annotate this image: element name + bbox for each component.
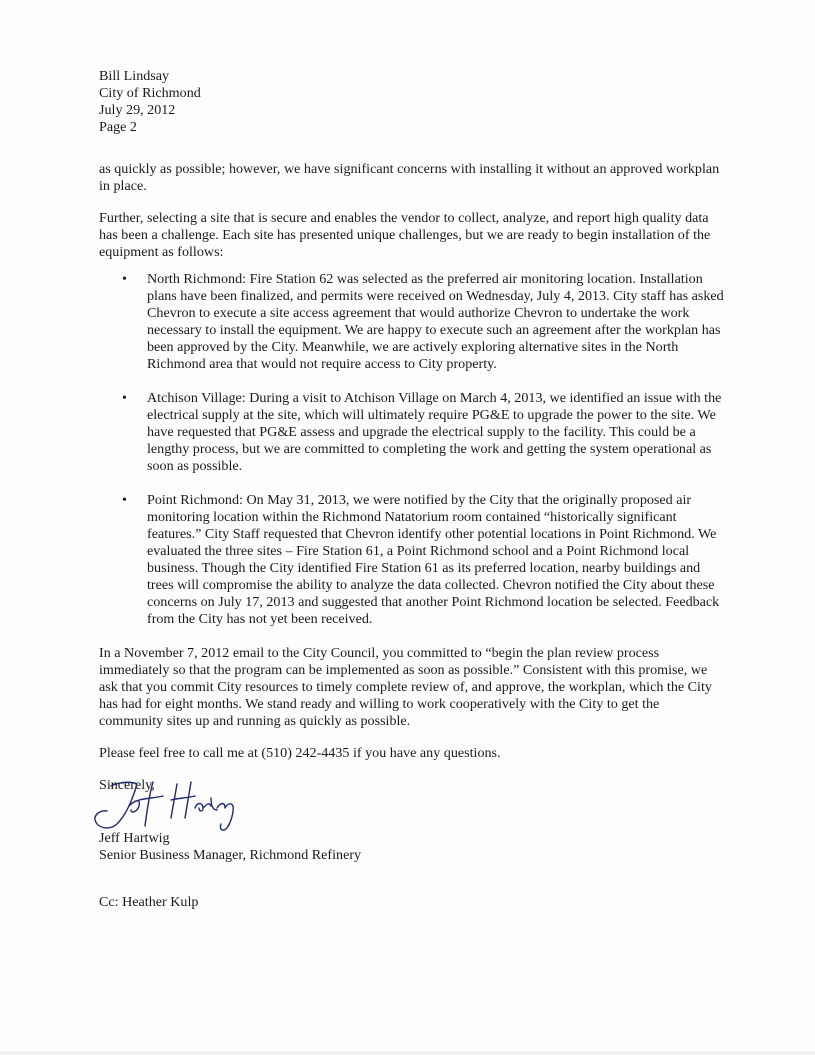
recipient-name: Bill Lindsay [99,68,170,84]
list-item-text: Atchison Village: During a visit to Atchison Village on March 4, 2013, we identified an issue with the electrical supply at the site, which will ultimately require PG&E to upgrade the power to the site. We have requested that PG&E assess and upgrade the electrical supply to the facility. This could be a lengthy process, but we are committed to completing the work and getting the system operational as soon as possible. [147,390,722,474]
signature-strokes [95,782,233,830]
list-item-text: Point Richmond: On May 31, 2013, we were notified by the City that the originally proposed air monitoring location within the Richmond Natatorium room contained “historically significant features.” City Staff requested that Chevron identify other potential locations in Point Richmond. We evaluated the three sites – Fire Station 61, a Point Richmond school and a Point Richmond local business. Though the City identified Fire Station 61 as its preferred location, nearby buildings and trees will compromise the ability to analyze the data collected. Chevron notified the City about these concerns on July 17, 2013 and suggested that another Point Richmond location be selected. Feedback from the City has not yet been received. [147,492,720,627]
paragraph-commitment: In a November 7, 2012 email to the City Council, you committed to “begin the plan review process immediately so that the program can be implemented as soon as possible.” Consistent with this promise, we ask that you commit City resources to timely complete review of, and approve, the workplan, which the City has had for eight months. We stand ready and willing to work cooperatively with the City to get the community sites up and running as quickly as possible. [99,645,712,729]
paragraph-continuation: as quickly as possible; however, we have significant concerns with installing it without an approved workplan in place. [99,161,720,194]
cc-recipient: Cc: Heather Kulp [99,894,199,910]
salutation: Sincerely, [99,777,155,793]
page-number: Page 2 [99,119,137,135]
list-item-text: North Richmond: Fire Station 62 was selected as the preferred air monitoring location. Installation plans have been finalized, and permits were received on Wednesday, July 4, 2013. City staff has asked Chevron to execute a site access agreement that would authorize Chevron to undertake the work necessary to install the equipment. We are happy to execute such an agreement after the workplan has been approved by the City. Meanwhile, we are actively exploring alternative sites in the North Richmond area that would not require access to City property. [147,271,724,372]
list-item [99,492,725,628]
handwritten-signature [91,778,251,838]
letter-header [99,68,725,136]
bullet-icon: • [122,391,127,406]
letter-date: July 29, 2012 [99,102,176,118]
list-item [99,271,725,373]
signer-title: Senior Business Manager, Richmond Refinery [99,847,362,863]
bullet-icon: • [122,272,127,287]
signer-name: Jeff Hartwig [99,830,170,846]
bullet-icon: • [122,493,127,508]
site-list [99,271,725,628]
list-item [99,390,725,475]
recipient-organization: City of Richmond [99,85,201,101]
signature-stroke-ff [139,782,163,826]
paragraph-site-selection: Further, selecting a site that is secure and enables the vendor to collect, analyze, and report high quality data has been a challenge. Each site has presented unique challenges, but we are ready to begin installation of the equipment as follows: [99,210,711,260]
signature-stroke-h [171,782,195,818]
scan-edge-shadow [0,1051,815,1055]
signature-stroke-artwig [195,798,233,830]
paragraph-contact: Please feel free to call me at (510) 242-4435 if you have any questions. [99,745,501,761]
signature-block [99,777,725,864]
